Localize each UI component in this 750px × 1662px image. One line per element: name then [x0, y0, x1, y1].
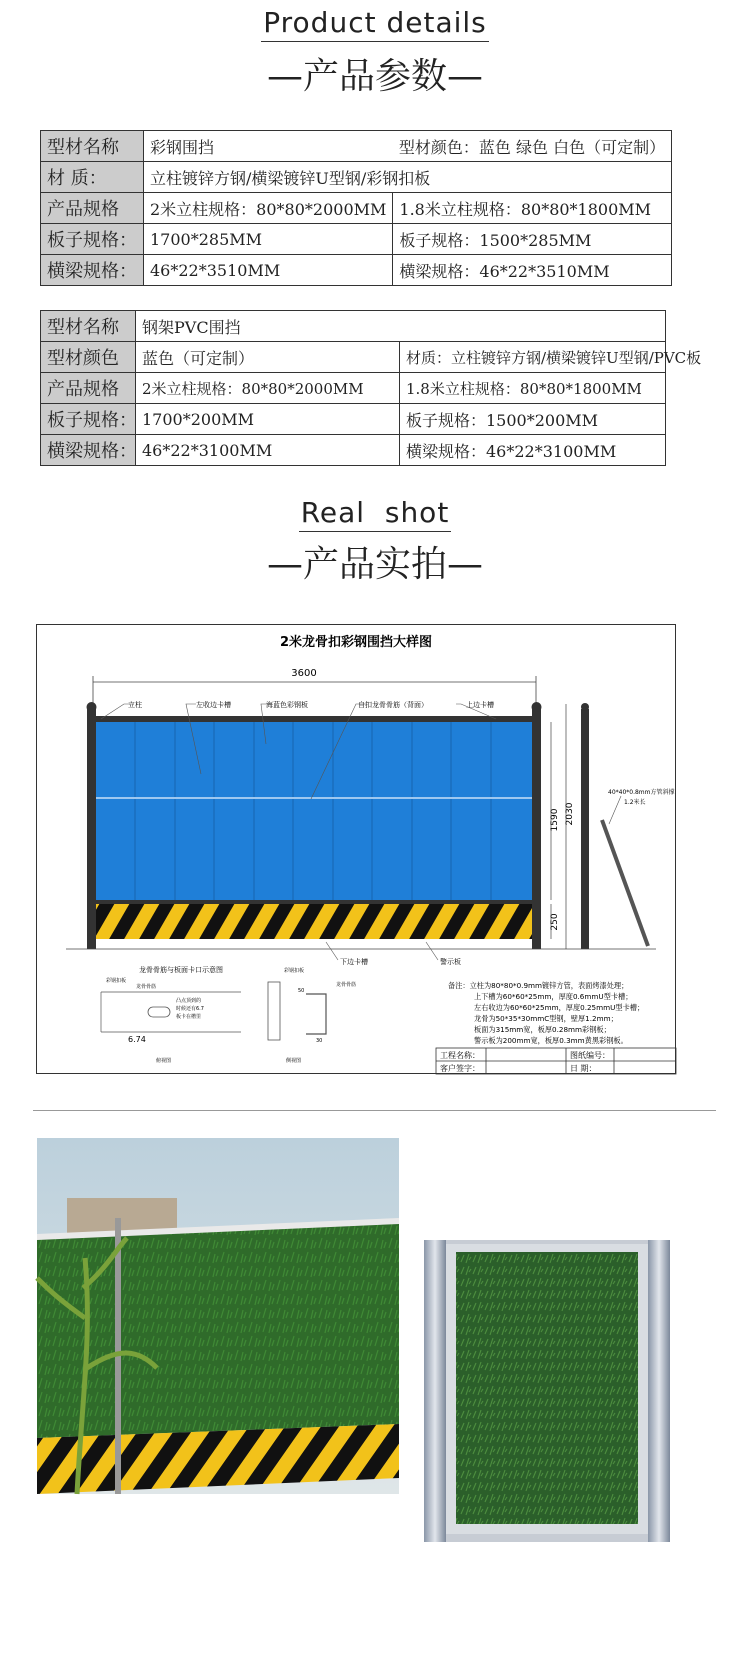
value-cell: 板子规格：1500*285MM — [393, 224, 672, 255]
detail-caption-a: 俯视图 — [156, 1058, 172, 1064]
label-bottom-slot: 下边卡槽 — [340, 958, 368, 966]
value-cell: 彩钢围挡 — [144, 131, 393, 162]
label-cell: 产品规格 — [41, 373, 136, 404]
fence-drawing — [36, 624, 676, 1074]
drawing-title: 2米龙骨扣彩钢围挡大样图 — [279, 635, 433, 650]
label-warning: 警示板 — [440, 958, 461, 966]
value-cell: 1.8米立柱规格：80*80*1800MM — [400, 373, 666, 404]
post-side — [581, 709, 589, 949]
dim-2030: 2030 — [565, 802, 575, 826]
dim-width: 3600 — [291, 668, 317, 679]
tb-date: 日 期： — [570, 1064, 597, 1073]
label-cell: 横梁规格： — [41, 255, 144, 286]
value-cell: 钢架PVC围挡 — [136, 311, 666, 342]
label-left-slot: 左收边卡槽 — [196, 701, 231, 709]
section-title-cn-2: —产品实拍— — [266, 544, 483, 585]
value-cell: 立柱镀锌方钢/横梁镀锌U型钢/彩钢扣板 — [144, 162, 672, 193]
label-brace: 40*40*0.8mm方管斜撑 — [608, 789, 675, 796]
dim-1590: 1590 — [550, 808, 560, 832]
label-top-slot: 上边卡槽 — [466, 701, 494, 709]
value-cell: 2米立柱规格：80*80*2000MM — [144, 193, 393, 224]
label-panel: 海蓝色彩钢板 — [266, 701, 308, 709]
detail-a1: 彩钢扣板 — [106, 978, 127, 984]
detail-title: 龙骨骨筋与板面卡口示意图 — [139, 966, 223, 974]
value-cell: 横梁规格：46*22*3100MM — [400, 435, 666, 466]
post-left — [87, 709, 96, 949]
label-cell: 板子规格： — [41, 224, 144, 255]
value-cell: 2米立柱规格：80*80*2000MM — [136, 373, 400, 404]
section-title-en: Product details — [0, 6, 750, 42]
label-cell: 产品规格 — [41, 193, 144, 224]
detail-a3: 凸点顶到的 — [176, 998, 202, 1004]
value-cell: 1700*200MM — [136, 404, 400, 435]
note-line: 左右收边为60*60*25mm，厚度0.25mmU型卡槽； — [474, 1003, 645, 1012]
value-cell: 型材颜色：蓝色 绿色 白色（可定制） — [393, 131, 672, 162]
note-line: 上下槽为60*60*25mm，厚度0.6mmU型卡槽； — [474, 992, 633, 1001]
note-line: 龙骨为50*35*30mmC型钢，壁厚1.2mm； — [474, 1014, 618, 1023]
photo-fence-site — [37, 1138, 399, 1494]
label-brace-len: 1.2米长 — [624, 799, 646, 806]
tb-project: 工程名称： — [440, 1051, 480, 1060]
value-cell: 横梁规格：46*22*3510MM — [393, 255, 672, 286]
blue-panel — [96, 722, 532, 900]
detail-b4: 30 — [316, 1038, 323, 1044]
detail-a4: 时候还有6.7 — [176, 1006, 204, 1012]
tb-drawing-no: 图纸编号： — [570, 1051, 610, 1060]
label-cell: 型材名称 — [41, 311, 136, 342]
detail-a5: 板卡在槽里 — [176, 1014, 202, 1020]
warning-stripes — [96, 904, 532, 939]
detail-b3: 50 — [298, 988, 305, 994]
value-cell: 46*22*3100MM — [136, 435, 400, 466]
section-title-en-2: Real shot — [0, 496, 750, 532]
label-cell: 板子规格： — [41, 404, 136, 435]
label-cell: 型材颜色 — [41, 342, 136, 373]
value-cell: 1700*285MM — [144, 224, 393, 255]
section-title-cn: —产品参数— — [266, 56, 483, 97]
label-keel: 自扣龙骨骨筋（背面） — [358, 701, 428, 709]
note-line: 警示板为200mm宽，板厚0.3mm黄黑彩钢板。 — [474, 1036, 628, 1045]
photo-green-panel — [424, 1240, 670, 1542]
value-cell: 1.8米立柱规格：80*80*1800MM — [393, 193, 672, 224]
section-divider — [33, 1110, 716, 1111]
label-cell: 横梁规格： — [41, 435, 136, 466]
label-cell: 材 质： — [41, 162, 144, 193]
dim-250: 250 — [550, 913, 560, 931]
tb-client: 客户签字： — [440, 1064, 480, 1073]
value-cell: 46*22*3510MM — [144, 255, 393, 286]
value-cell: 蓝色（可定制） — [136, 342, 400, 373]
value-cell: 板子规格：1500*200MM — [400, 404, 666, 435]
note-line: 备注：立柱为80*80*0.9mm镀锌方管，表面烤漆处理； — [448, 981, 629, 990]
post-right — [532, 709, 541, 949]
label-post: 立柱 — [128, 701, 142, 709]
detail-dim: 6.74 — [128, 1035, 146, 1044]
detail-a2: 龙骨骨筋 — [136, 984, 157, 990]
label-cell: 型材名称 — [41, 131, 144, 162]
detail-b1: 彩钢扣板 — [284, 968, 305, 974]
value-cell: 材质：立柱镀锌方钢/横梁镀锌U型钢/PVC板 — [400, 342, 666, 373]
detail-b2: 龙骨骨筋 — [336, 982, 357, 988]
note-line: 板面为315mm宽，板厚0.28mm彩钢板； — [474, 1025, 611, 1034]
spec-table-2 — [40, 310, 702, 466]
detail-caption-b: 侧视图 — [286, 1058, 302, 1064]
spec-table-1 — [40, 130, 672, 286]
